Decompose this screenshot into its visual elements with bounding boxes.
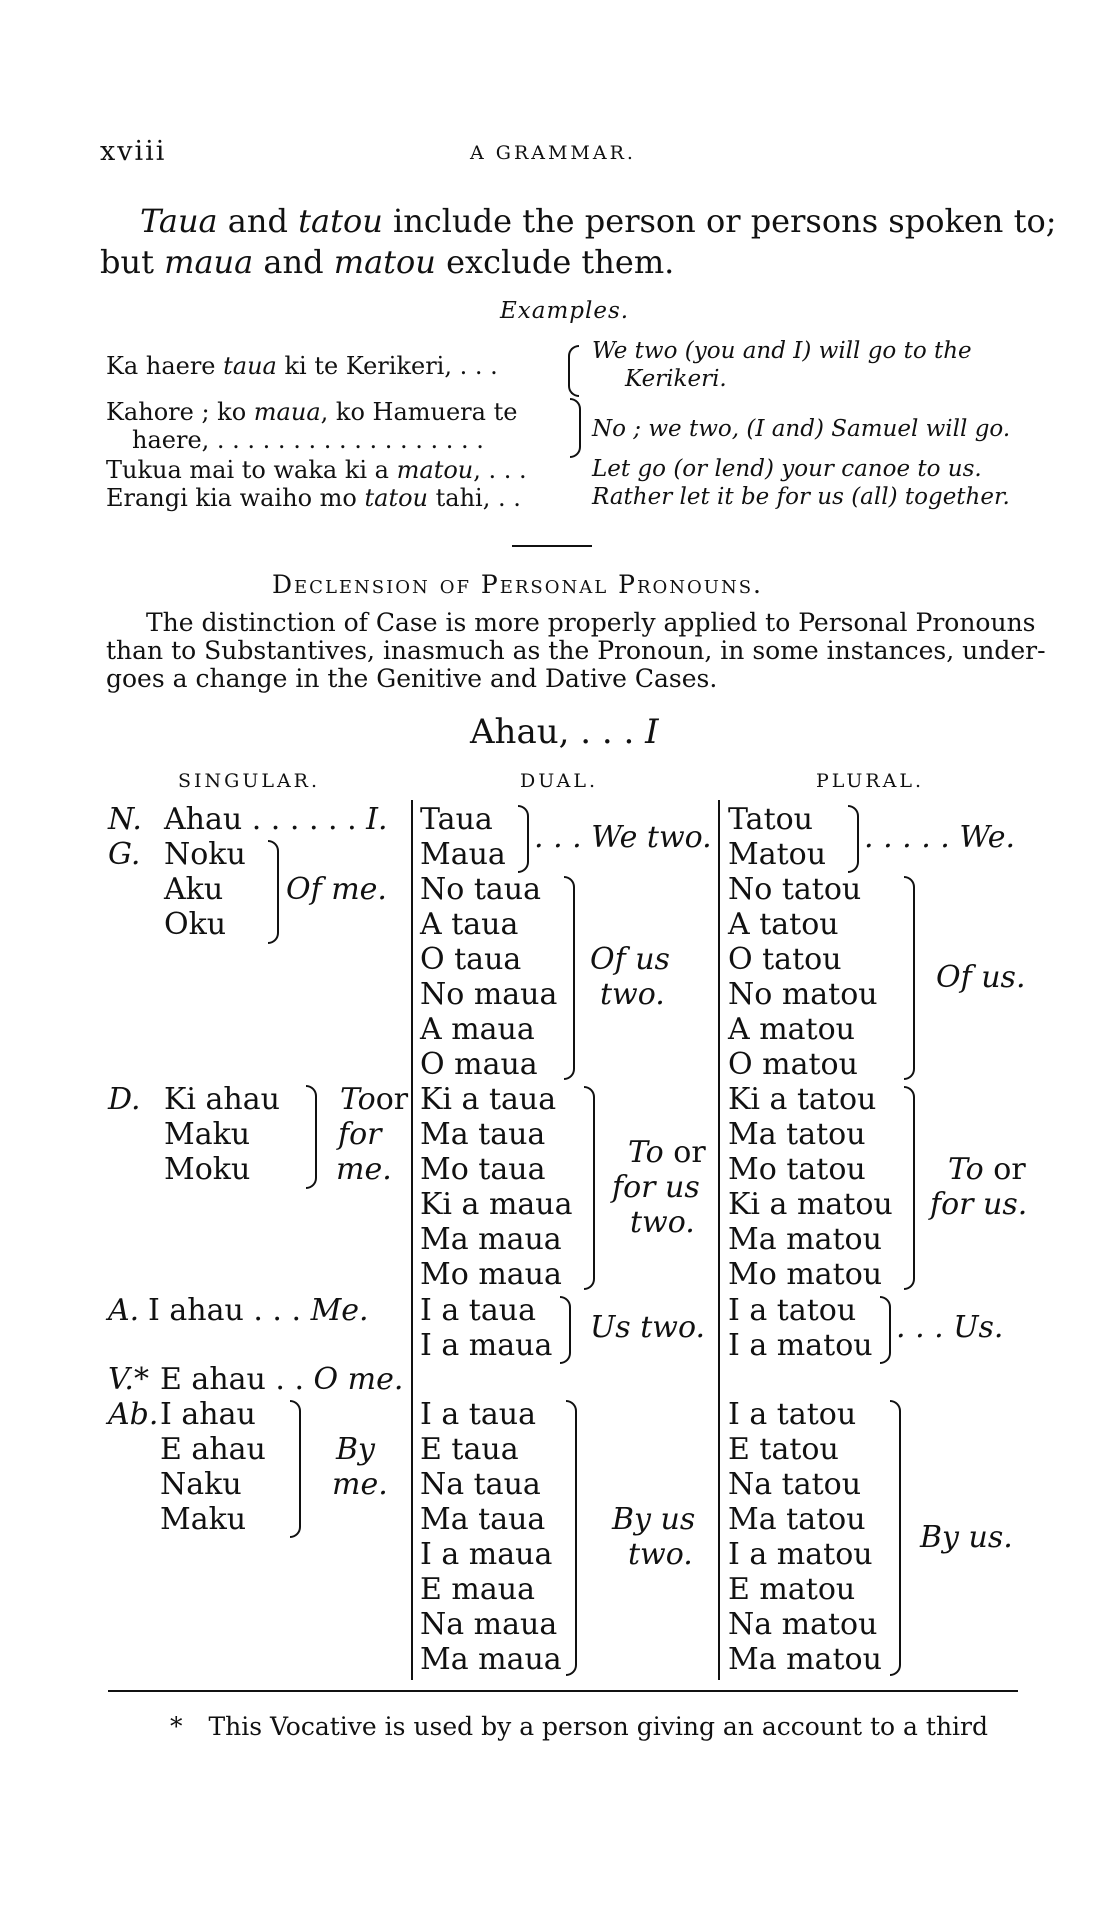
singular-genitive-form: Aku xyxy=(164,872,224,907)
column-header-singular: SINGULAR. xyxy=(178,770,321,792)
example-2-maori-2: haere, . . . . . . . . . . . . . . . . . . xyxy=(132,426,484,454)
plural-genitive-form: A tatou xyxy=(728,907,839,942)
footnote-text: This Vocative is used by a person giving an account to a third xyxy=(208,1712,988,1741)
column-divider-2 xyxy=(718,800,720,1680)
plural-nominative-gloss: . . . . . We. xyxy=(864,820,1016,855)
singular-ablative-gloss-2: me. xyxy=(332,1467,388,1502)
singular-genitive-form: Noku xyxy=(164,837,246,872)
maori-text: Erangi kia waiho mo xyxy=(106,484,365,512)
column-header-plural: PLURAL. xyxy=(816,770,925,792)
declension-para-1: The distinction of Case is more properly applied to Personal Pronouns xyxy=(146,608,1036,637)
plural-nominative-form: Matou xyxy=(728,837,827,872)
plural-accusative-form: I a matou xyxy=(728,1328,873,1363)
plural-dative-gloss-1 xyxy=(948,1152,1026,1187)
singular-ablative-form: Naku xyxy=(160,1467,242,1502)
plural-ablative-gloss: By us. xyxy=(920,1520,1013,1555)
singular-nominative-gloss: I. xyxy=(366,802,388,837)
intro-maua: maua xyxy=(164,243,254,281)
singular-nominative xyxy=(164,802,388,837)
page-number: xviii xyxy=(100,136,167,167)
dual-ablative-gloss-2: two. xyxy=(628,1537,693,1572)
dual-genitive-brace xyxy=(564,876,575,1080)
intro-taua: Taua xyxy=(140,202,218,240)
dual-accusative-form: I a taua xyxy=(420,1293,536,1328)
column-divider-1 xyxy=(411,800,413,1680)
intro-line-1 xyxy=(140,202,1056,240)
dual-dative-form: Ma maua xyxy=(420,1222,562,1257)
example-3-maori xyxy=(106,456,527,484)
singular-ablative-form: I ahau xyxy=(160,1397,256,1432)
dual-ablative-form: Ma maua xyxy=(420,1642,562,1677)
dual-genitive-form: A maua xyxy=(420,1012,535,1047)
dual-dative-gloss-2: for us xyxy=(612,1170,700,1205)
dual-ablative-form: I a maua xyxy=(420,1537,553,1572)
maori-text: , . . . xyxy=(473,456,527,484)
dual-dative-form: Ma taua xyxy=(420,1117,546,1152)
dual-ablative-form: Na taua xyxy=(420,1467,541,1502)
plural-dative-form: Ki a matou xyxy=(728,1187,893,1222)
dual-dative-form: Mo taua xyxy=(420,1152,546,1187)
case-label-nominative: N. xyxy=(108,802,142,837)
gloss-to: To xyxy=(628,1135,664,1170)
column-header-dual: DUAL. xyxy=(520,770,599,792)
dual-dative-gloss-3: two. xyxy=(630,1205,695,1240)
dual-ablative-form: Ma taua xyxy=(420,1502,546,1537)
dual-genitive-gloss-1: Of us xyxy=(590,942,670,977)
case-label-ablative: Ab. xyxy=(108,1397,159,1432)
dual-accusative-form: I a maua xyxy=(420,1328,553,1363)
dual-nominative-form: Taua xyxy=(420,802,493,837)
dual-dative-form: Ki a taua xyxy=(420,1082,557,1117)
example-1-english-1: We two (you and I) will go to the xyxy=(592,338,972,364)
dual-ablative-form: I a taua xyxy=(420,1397,536,1432)
plural-ablative-brace xyxy=(890,1400,901,1676)
dual-accusative-brace xyxy=(560,1296,571,1364)
dual-dative-gloss-1 xyxy=(628,1135,706,1170)
dual-ablative-form: E maua xyxy=(420,1572,535,1607)
singular-dative-gloss-2: for xyxy=(338,1117,382,1152)
singular-dative-form: Ki ahau xyxy=(164,1082,280,1117)
running-title: A GRAMMAR. xyxy=(470,142,636,164)
pronoun-title xyxy=(470,712,659,752)
declension-para-2: than to Substantives, inasmuch as the Pronoun, in some instances, under- xyxy=(106,636,1046,665)
maori-text: ki te Kerikeri, . . . xyxy=(276,352,498,380)
gloss-to: To xyxy=(340,1082,376,1117)
plural-ablative-form: Na tatou xyxy=(728,1467,862,1502)
singular-accusative-form: I ahau . . . xyxy=(148,1293,311,1328)
plural-genitive-brace xyxy=(904,876,915,1080)
plural-ablative-form: Ma matou xyxy=(728,1642,882,1677)
plural-ablative-form: Na matou xyxy=(728,1607,878,1642)
examples-heading: Examples. xyxy=(500,298,630,324)
dual-ablative-gloss-1: By us xyxy=(612,1502,696,1537)
maori-pronoun: maua xyxy=(253,398,321,426)
footnote-marker: * xyxy=(170,1712,183,1741)
gloss-or: or xyxy=(375,1082,409,1117)
plural-ablative-form: I a tatou xyxy=(728,1397,857,1432)
dual-genitive-form: A taua xyxy=(420,907,519,942)
example-4-english: Rather let it be for us (all) together. xyxy=(592,484,1010,510)
dual-genitive-form: No taua xyxy=(420,872,541,907)
singular-genitive-form: Oku xyxy=(164,907,227,942)
singular-vocative xyxy=(160,1362,403,1397)
footnote xyxy=(170,1712,988,1741)
dual-dative-brace xyxy=(584,1086,595,1290)
maori-pronoun: taua xyxy=(223,352,277,380)
intro-text: include the person or persons spoken to; xyxy=(382,202,1057,240)
dual-genitive-form: O maua xyxy=(420,1047,538,1082)
plural-accusative-form: I a tatou xyxy=(728,1293,857,1328)
plural-accusative-brace xyxy=(880,1296,891,1364)
case-label-vocative: V.* xyxy=(108,1362,149,1397)
singular-dative-form: Moku xyxy=(164,1152,251,1187)
maori-pronoun: matou xyxy=(396,456,474,484)
example-2-english: No ; we two, (I and) Samuel will go. xyxy=(592,416,1011,442)
example-1-maori xyxy=(106,352,498,380)
singular-ablative-form: Maku xyxy=(160,1502,247,1537)
plural-ablative-form: Ma tatou xyxy=(728,1502,866,1537)
intro-text: and xyxy=(253,243,334,281)
footnote-rule xyxy=(108,1690,1018,1692)
plural-genitive-gloss: Of us. xyxy=(936,960,1026,995)
singular-genitive-gloss: Of me. xyxy=(286,872,387,907)
gloss-or: or xyxy=(663,1135,706,1170)
plural-ablative-form: I a matou xyxy=(728,1537,873,1572)
singular-dative-form: Maku xyxy=(164,1117,251,1152)
singular-genitive-brace xyxy=(268,840,279,944)
example-2-maori-1 xyxy=(106,398,517,426)
dual-dative-form: Mo maua xyxy=(420,1257,562,1292)
dual-ablative-form: E taua xyxy=(420,1432,519,1467)
dual-nominative-gloss: . . . We two. xyxy=(534,820,712,855)
plural-genitive-form: O tatou xyxy=(728,942,842,977)
plural-dative-gloss-2: for us. xyxy=(930,1187,1028,1222)
singular-ablative-gloss-1: By xyxy=(336,1432,375,1467)
intro-tatou: tatou xyxy=(298,202,383,240)
maori-text: Tukua mai to waka ki a xyxy=(106,456,397,484)
plural-genitive-form: No tatou xyxy=(728,872,862,907)
example-1-english-2: Kerikeri. xyxy=(625,366,727,392)
dual-accusative-gloss: Us two. xyxy=(590,1310,706,1345)
plural-dative-form: Mo matou xyxy=(728,1257,883,1292)
singular-ablative-brace xyxy=(290,1400,301,1538)
plural-ablative-form: E matou xyxy=(728,1572,856,1607)
plural-genitive-form: O matou xyxy=(728,1047,858,1082)
maori-pronoun: tatou xyxy=(364,484,428,512)
plural-dative-form: Ma matou xyxy=(728,1222,882,1257)
dual-genitive-form: O taua xyxy=(420,942,522,977)
plural-dative-brace xyxy=(904,1086,915,1290)
gloss-to: To xyxy=(948,1152,984,1187)
dual-ablative-form: Na maua xyxy=(420,1607,558,1642)
singular-nominative-form: Ahau . . . . . . xyxy=(164,802,367,837)
singular-dative-brace xyxy=(306,1085,317,1189)
section-divider xyxy=(512,545,592,547)
plural-dative-form: Mo tatou xyxy=(728,1152,866,1187)
singular-dative-gloss-3: me. xyxy=(336,1152,392,1187)
singular-accusative-gloss: Me. xyxy=(310,1293,369,1328)
singular-vocative-form: E ahau . . xyxy=(160,1362,314,1397)
singular-accusative xyxy=(148,1293,369,1328)
intro-text: and xyxy=(217,202,299,240)
singular-dative-gloss-1 xyxy=(340,1082,408,1117)
case-label-genitive: G. xyxy=(108,837,141,872)
dual-genitive-gloss-2: two. xyxy=(600,977,665,1012)
example-1-brace xyxy=(568,345,579,397)
plural-dative-form: Ma tatou xyxy=(728,1117,866,1152)
example-4-maori xyxy=(106,484,521,512)
intro-matou: matou xyxy=(333,243,436,281)
intro-text: but xyxy=(100,243,165,281)
case-label-dative: D. xyxy=(108,1082,141,1117)
gloss-or: or xyxy=(983,1152,1026,1187)
dual-nominative-form: Maua xyxy=(420,837,506,872)
maori-text: Kahore ; ko xyxy=(106,398,254,426)
case-label-accusative: A. xyxy=(108,1293,140,1328)
singular-ablative-form: E ahau xyxy=(160,1432,266,1467)
plural-genitive-form: No matou xyxy=(728,977,878,1012)
maori-text: , ko Hamuera te xyxy=(320,398,518,426)
plural-nominative-brace xyxy=(848,805,859,873)
dual-ablative-brace xyxy=(566,1400,577,1676)
example-2-brace xyxy=(570,398,581,458)
example-3-english: Let go (or lend) your canoe to us. xyxy=(592,456,982,482)
plural-ablative-form: E tatou xyxy=(728,1432,839,1467)
intro-line-2 xyxy=(100,243,674,281)
plural-genitive-form: A matou xyxy=(728,1012,855,1047)
maori-text: Ka haere xyxy=(106,352,224,380)
intro-text: exclude them. xyxy=(435,243,675,281)
pronoun-title-word: Ahau, . . . xyxy=(470,712,646,752)
plural-nominative-form: Tatou xyxy=(728,802,814,837)
dual-nominative-brace xyxy=(518,805,529,873)
plural-dative-form: Ki a tatou xyxy=(728,1082,877,1117)
singular-vocative-gloss: O me. xyxy=(313,1362,404,1397)
pronoun-title-gloss: I xyxy=(645,712,659,752)
plural-accusative-gloss: . . . Us. xyxy=(896,1310,1004,1345)
declension-heading: Declension of Personal Pronouns. xyxy=(272,570,763,599)
declension-para-3: goes a change in the Genitive and Dative Cases. xyxy=(106,664,718,693)
maori-text: tahi, . . xyxy=(428,484,521,512)
dual-dative-form: Ki a maua xyxy=(420,1187,573,1222)
dual-genitive-form: No maua xyxy=(420,977,558,1012)
